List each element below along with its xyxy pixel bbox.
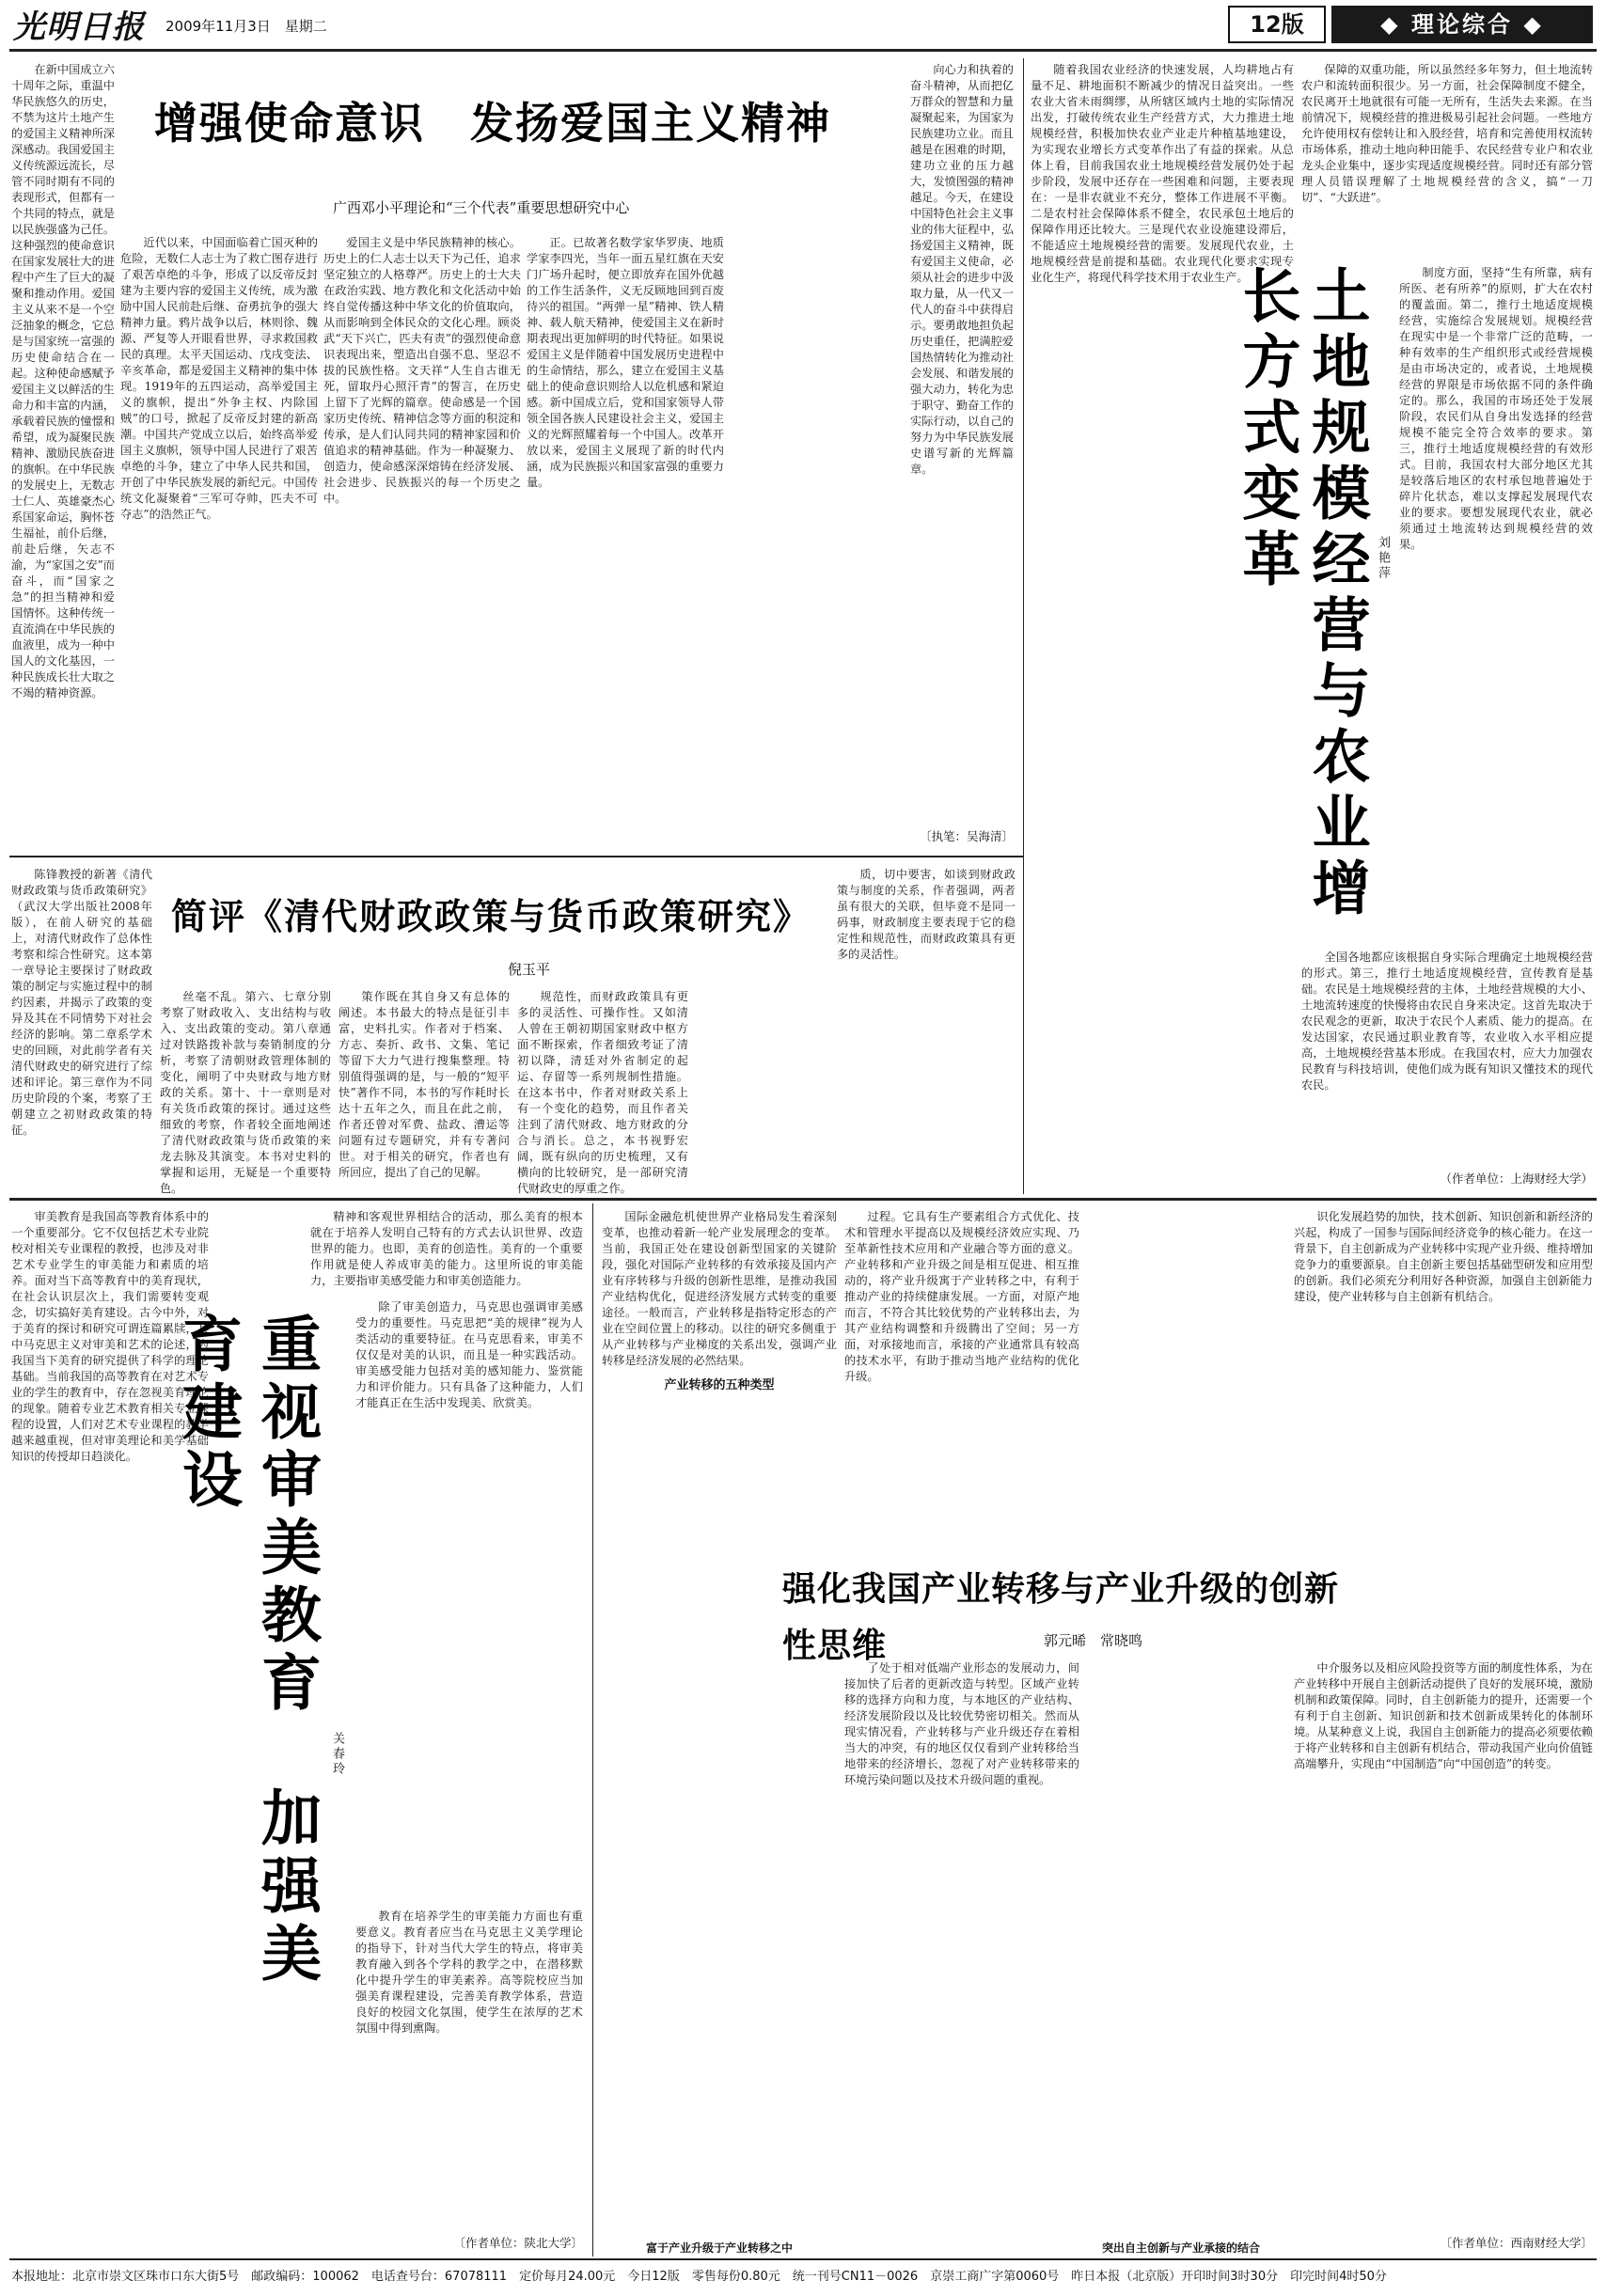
article4-author-name: 关春玲 [330,1732,344,1777]
article5-col4: 了处于相对低端产业形态的发展动力，间接加快了后者的更新改造与转型。区域产业转移的选择方向和力度，与本地区的产业结构、经济发展阶段以及比较优势密切相关。然而从现实情况看，产业转移与产业升级还存在着相当大的冲突，有的地区仅仅看到产业转移给当地带来的经济增长，忽视了对产业转移带来的环境污染问题以及技术升级问题的重视。 [844,1661,1079,1786]
article3-col2: 丝毫不乱。第六、七章分别考察了财政收入、支出结构与收入、支出政策的变动。第八章通过对铁路拨补款与奏销制度的分析，考察了清朝财政管理体制的变化，阐明了中央财政与地方财政的关系。第十、十一章则是对有关货币政策的探讨。通过这些细致的考察，作者较全面地阐述了清代财政政策与货币政策的来龙去脉及其演变。本书对史料的掌握和运用，无疑是一个重要特色。 [160,990,331,1195]
article3-col1: 陈锋教授的新著《清代财政政策与货币政策研究》（武汉大学出版社2008年版），在前人研究的基础上，对清代财政作了总体性考察和综合性研究。这本第一章导论主要探讨了财政政策的制定与实施过程中的制约因素，并揭示了政策的变异及其在不同情势下对社会经济的影响。第二章系学术史的回顾，对此前学者有关清代财政史的研究进行了综述和评论。第三章作为不同历史阶段的个案，考察了王朝建立之初财政政策的特征。 [11,868,152,1137]
article4-col4: 教育在培养学生的审美能力方面也有重要意义。教育者应当在马克思主义美学理论的指导下，针对当代大学生的特点，将审美教育融入到各个学科的教学之中，在潜移默化中提升学生的审美素养。高等院校应当加强美育课程建设，完善美育教学体系，营造良好的校园文化氛围，使学生在浓厚的艺术氛围中得到熏陶。 [355,1910,583,2035]
article4-col3: 除了审美创造力，马克思也强调审美感受力的重要性。马克思把“美的规律”视为人类活动的重要特征。在马克思看来，审美不仅仅是对美的认识，而且是一种实践活动。审美感受能力包括对美的感知能力、鉴赏能力和评价能力。只有具备了这种能力，人们才能真正在生活中发现美、欣赏美。 [355,1300,583,1409]
article3-title: 简评《清代财政政策与货币政策研究》 [171,895,811,937]
article5-author: 郭元晞 常晓鸣 [1044,1632,1143,1649]
article1-author: 〔执笔：吴海清〕 [919,829,1014,843]
header-rule [9,49,1597,52]
article2-title: 土地规模经营与农业增长方式变革 [1233,265,1371,923]
article3-col5: 质，切中要害，如谈到财政政策与制度的关系，作者强调，两者虽有很大的关联，但毕竟不是同一码事，财政制度主要表现于它的稳定性和规范性，而财政政策具有更多的灵活性。 [837,868,1016,961]
article5-col2: 过程。它具有生产要素组合方式优化、技术和管理水平提高以及规模经济效应实现、乃至革新性技术应用和产业融合等方面的意义。产业转移和产业升级之间是相互促进、相互推动的，将产业升级寓于产业转移之中，有利于推动产业的持续健康发展。一方面，对原产地而言，不符合其比较优势的产业转移出去，为其产业结构调整和升级腾出了空间；另一方面，对承接地而言，承接的产业通常具有较高的技术水平，有助于推动当地产业结构的优化升级。 [844,1210,1079,1383]
article4-author: 〔作者单位：陕北大学〕 [453,2236,583,2250]
article4-title: 重视审美教育 加强美育建设 [172,1313,322,1989]
article2-col4: 全国各地都应该根据自身实际合理确定土地规模经营的形式。第三，推行土地适度规模经营，宣传教育是基础。农民是土地规模经营的主体，土地经营规模的大小、土地流转速度的快慢将由农民自身来决定。这首先取决于农民观念的更新，取决于农民个人素质、能力的提高。在发达国家，农民通过职业教育等，农业收入水平相应提高，土地规模经营基本形成。在我国农村，应大力加强农民教育与科技培训，使他们成为既有知识又懂技术的现代农民。 [1301,951,1593,1092]
date-line: 2009年11月3日 星期二 [165,18,327,35]
article1-col2: 近代以来，中国面临着亡国灭种的危险，无数仁人志士为了救亡图存进行了艰苦卓绝的斗争，形成了以反帝反封建为主要内容的爱国主义传统，成为激励中国人民前赴后继、奋勇抗争的强大精神力量。鸦片战争以后，林则徐、魏源、严复等人开眼看世界，寻求救国救民的真理。太平天国运动、戊戌变法、辛亥革命，都是爱国主义精神的集中体现。1919年的五四运动，高举爱国主义的旗帜，提出“外争主权、内除国贼”的口号，掀起了反帝反封建的新高潮。中国共产党成立以后，始终高举爱国主义旗帜，领导中国人民进行了艰苦卓绝的斗争，建立了中华人民共和国，开创了中华民族发展的新纪元。中国传统文化凝聚着“三军可夺帅，匹夫不可夺志”的浩然正气。 [120,236,318,521]
footer-rule [9,2258,1597,2260]
article2-author-name: 刘艳萍 [1376,536,1390,581]
article3-author: 倪玉平 [508,961,551,978]
article1-col3: 爱国主义是中华民族精神的核心。历史上的仁人志士以天下为己任，追求坚定独立的人格尊严。历史上的士大夫在政治实践、地方教化和文化活动中始终自觉传播这种中华文化的价值取向，从而影响到全体民众的文化心理。顾炎武“天下兴亡，匹夫有责”的强烈使命意识表现出来，塑造出自强不息、坚忍不拔的民族性格。文天祥“人生自古谁无死，留取丹心照汗青”的誓言，在历史上留下了光辉的篇章。使命感是一个国家历史传统、精神信念等方面的积淀和传承，是人们认同共同的精神家园和价值追求的精神基础。作为一种凝聚力、创造力，使命感深深熔铸在经济发展、社会进步、民族振兴的每一个历史之中。 [323,236,521,505]
divider-article1-article2 [1023,58,1024,1194]
article2-author: （作者单位：上海财经大学） [1440,1172,1593,1186]
article2-col2: 保障的双重功能，所以虽然经多年努力，但土地流转农户和流转面积很少。另一方面，社会保障制度不健全，农民离开土地就很有可能一无所有，生活失去来源。在当前情况下，规模经营的推进极易引起社会问题。一些地方允许使用权有偿转让和入股经营，培育和完善使用权流转市场体系，推动土地向种田能手、农民经营专业户和农业龙头企业集中，逐步实现适度规模经营。同时还有部分管理人员错误理解了土地规模经营的含义，搞“一刀切”、“大跃进”。 [1301,63,1593,204]
article4-col1: 审美教育是我国高等教育体系中的一个重要部分。它不仅包括艺术专业院校对相关专业课程的教授，也涉及对非艺术专业学生的审美能力和素质的培养。面对当下高等教育中的美育现状，在社会认识层次上，我们需要转变观念，切实搞好美育建设。古今中外，对于美育的探讨和研究可谓连篇累牍，其中马克思主义对审美和艺术的论述，为我国当下美育的研究提供了科学的理论基础。当前我国的高等教育在对艺术专业的学生的教育中，存在忽视美育理论的现象。随着专业艺术教育相关专业课程的设置，人们对艺术专业课程的教学越来越重视，但对审美理论和美学基础知识的传授却日趋淡化。 [11,1210,209,1463]
article2-col3: 制度方面，坚持“生有所靠，病有所医、老有所养”的原则，扩大在农村的覆盖面。第二，推行土地适度规模经营，实施综合发展规划。规模经营在现实中是一个非常广泛的范畴，一种有效率的生产组织形式或经营规模是由市场决定的，或者说，土地规模经营的界限是市场依据不同的条件确定的。那么，我国的市场还处于发展阶段，农民们从自身出发选择的经营规模不能完全符合效率的要求。第三，推行土地适度规模经营的有效形式。目前，我国农村大部分地区尤其是较落后地区的农村承包地普遍处于碎片化状态，难以支撑起发展现代农业的要求。要想发展现代农业，就必须通过土地流转达到规模经营的效果。 [1399,266,1593,551]
article1-subtitle: 广西邓小平理论和“三个代表”重要思想研究中心 [333,199,630,216]
article5-col5: 中介服务以及相应风险投资等方面的制度性体系，为在产业转移中开展自主创新活动提供了良好的发展环境，激励机制和政策保障。同时，自主创新能力的提升，还需要一个有利于自主创新、知识创新和技术创新成果转化的体制环境。从某种意义上说，我国自主创新能力的提高必须要依赖于将产业转移和自主创新有机结合，带动我国产业向价值链高端攀升，实现由“中国制造”向“中国创造”的转变。 [1294,1661,1593,1770]
article5-subhead-1: 产业转移的五种类型 [602,1376,837,1395]
section-diamond-left-icon: ◆ [1380,11,1401,38]
section-name-box [1331,6,1593,43]
divider-article4-article5 [592,1203,593,2257]
article5-title: 强化我国产业转移与产业升级的创新性思维 [782,1569,1340,1665]
footer-info: 本报地址：北京市崇文区珠市口东大街5号 邮政编码：100062 电话查号台：67078111 定价每月24.00元 今日12版 零售每份0.80元 统一刊号CN11－0026 京崇工商广字第0060号 昨日本报（北京版）开印时间3时30分 印完时间4时50分 [11,2270,1387,2284]
article1-col4: 正。已故著名数学家华罗庚、地质学家李四光，当年一面五星红旗在天安门广场升起时，便立即放弃在国外优越的工作生活条件，义无反顾地回到百废待兴的祖国。“两弹一星”精神、铁人精神、载人航天精神，使爱国主义在新时期表现出更加鲜明的时代特征。如果说爱国主义是伴随着中国发展历史进程中的生命情结，那么，建立在爱国主义基础上的使命意识则给人以危机感和紧迫感。新中国成立后，党和国家领导人带领全国各族人民建设社会主义，爱国主义的光辉照耀着每一个中国人。改革开放以来，爱国主义展现了新的时代内涵，成为民族振兴和国家富强的重要力量。 [527,236,724,489]
article1-col5: 向心力和执着的奋斗精神，从而把亿万群众的智慧和力量凝聚起来，为国家为民族建功立业。而且越是在困难的时期，建功立业的压力越大，发愤图强的精神越足。今天，在建设中国特色社会主义事业的伟大征程中，弘扬爱国主义精神，既有爱国主义使命，必须从社会的进步中汲取力量，从一代又一代人的奋斗中获得启示。要勇敢地担负起历史重任，把满腔爱国热情转化为推动社会发展、和谐发展的强大动力，转化为忠于职守、勤奋工作的实际行动，以自己的努力为中华民族发展史谱写新的光辉篇章。 [910,63,1014,476]
article5-author-footer: 〔作者单位：西南财经大学〕 [1440,2236,1593,2250]
divider-article1-article3 [9,856,1023,857]
article5-subhead-2: 富于产业升级于产业转移之中 [645,2241,793,2255]
article2-col1: 随着我国农业经济的快速发展，人均耕地占有量不足、耕地面积不断减少的情况日益突出。一些农业大省未雨绸缪，从所辖区域内土地的实际情况出发，打破传统农业生产经营方式，大力推进土地规模经营，积极加快农业产业走片种植基地建设，为实现农业增长方式变革作出了有益的探索。从总体上看，目前我国农业土地规模经营发展仍处于起步阶段，发展中还存在一些困难和问题，主要表现在：一是非农就业不充分，整体工作进展不平衡。二是农村社会保障体系不健全，农民承包土地后的保障作用还比较大。三是现代农业设施建设滞后，不能适应土地规模经营的需要。发展现代农业，土地规模经营是前提和基础。农业现代化要求实现专业化生产，将现代科学技术用于农业生产。 [1031,63,1294,284]
article4-col2: 精神和客观世界相结合的活动，那么美育的根本就在于培养人发明自己特有的方式去认识世界、改造世界的能力。也即，美育的创造性。美育的一个重要作用就是使人养成审美的能力。这里所说的审美能力，主要指审美感受能力和审美创造能力。 [310,1210,583,1287]
masthead: 光明日报 [13,8,145,46]
section-diamond-right-icon: ◆ [1523,11,1544,38]
divider-top-bottom [9,1198,1597,1201]
article3-col3: 策作既在其自身又有总体的阐述。本书最大的特点是征引丰富，史料扎实。作者对于档案、方志、奏折、政书、文集、笔记等留下大力气进行搜集整理。特别值得强调的是，与一般的“短平快”著作不同，本书的写作耗时长达十五年之久，而且在此之前，作者还曾对军费、盐政、漕运等问题有过专题研究，并有专著问世。对于相关的研究，作者也有所回应，提出了自己的见解。 [339,990,510,1179]
article3-col4: 规范性，而财政政策具有更多的灵活性、可操作性。又如清人曾在王朝初期国家财政中枢方面不断探索，作者细致考证了清初以降，清廷对外省制定的起运、存留等一系列规制性措施。在这本书中，作者对财政关系上有一个变化的趋势，而且作者关注到了清代财政、地方财政的分合与消长。总之，本书视野宏阔，既有纵向的历史梳理，又有横向的比较研究，是一部研究清代财政史的厚重之作。 [517,990,688,1195]
section-name: 理论综合 [1411,11,1513,38]
article5-subhead-3: 突出自主创新与产业承接的结合 [1101,2241,1260,2255]
page-number-box: 12版 [1228,6,1326,43]
article5-col1: 国际金融危机使世界产业格局发生着深刻变革，也推动着新一轮产业发展理念的变革。当前，我国正处在建设创新型国家的关键阶段，强化对国际产业转移的有效承接及国内产业有序转移与升级的创新性思维，是推动我国产业结构优化，促进经济发展方式转变的重要途径。一般而言，产业转移是指特定形态的产业在空间位置上的移动。以往的研究多侧重于从产业转移与产业梯度的关系出发，强调产业转移是经济发展的必然结果。 [602,1210,837,1367]
article1-col1: 在新中国成立六十周年之际，重温中华民族悠久的历史，不禁为这片土地产生的爱国主义精神所深深感动。我国爱国主义传统源远流长，尽管不同时期有不同的表现形式，但都有一个共同的特点，就是以民族强盛为己任。这种强烈的使命意识在国家发展壮大的进程中产生了巨大的凝聚和推动作用。爱国主义从来不是一个空泛抽象的概念，它总是与国家统一富强的历史使命结合在一起。这种使命感赋予爱国主义以鲜活的生命力和丰富的内涵，承载着民族的憧憬和希望，成为凝聚民族精神、激励民族奋进的旗帜。在中华民族的发展史上，无数志士仁人、英雄豪杰心系国家命运，胸怀苍生福祉，前仆后继，前赴后继，矢志不渝，为“家国之安”而奋斗，而“国家之急”的担当精神和爱国情怀。这种传统一直流淌在中华民族的血液里，成为一种中国人的文化基因，一种民族成长壮大取之不竭的精神资源。 [11,63,115,700]
article1-title: 增强使命意识 发扬爱国主义精神 [154,98,831,149]
article5-col3: 识化发展趋势的加快，技术创新、知识创新和新经济的兴起，构成了一国参与国际间经济竞争的核心能力。在这一背景下，自主创新成为产业转移中实现产业升级、维持增加竞争力的重要源泉。自主创新主要包括基础型研发和应用型的创新。我们必须充分利用好各种资源，加强自主创新能力建设，使产业转移与自主创新有机结合。 [1294,1210,1593,1303]
